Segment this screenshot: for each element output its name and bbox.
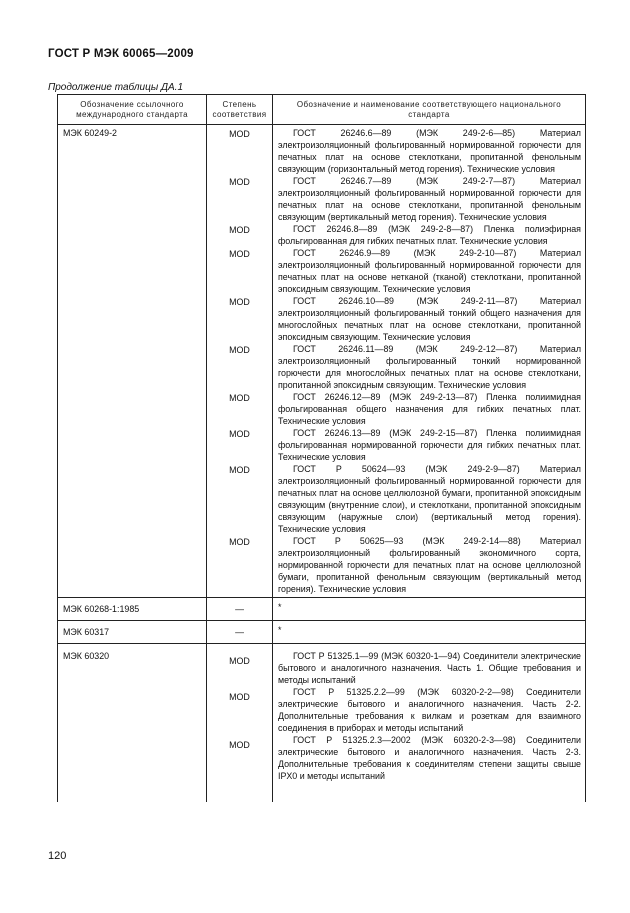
degree-cell — [207, 644, 273, 803]
degree-mark: MOD — [229, 224, 250, 235]
degree-mark: MOD — [229, 691, 250, 702]
degree-mark: MOD — [229, 428, 250, 439]
standard-entry: ГОСТ 26246.7—89 (МЭК 249-2-7—87) Материал электроизоляционный фольгированный нормированной горючести для печатных плат на основе стеклоткани, пропитанной фенольным связующим (вертикальный метод горения). Технические условия — [278, 176, 581, 222]
standard-entry: ГОСТ 26246.11—89 (МЭК 249-2-12—87) Материал электроизоляционный фольгированный тонкий нормированной горючести для многослойных печатных плат на основе стеклоткани, пропитанной эпоксидным связующим. Технические условия — [278, 344, 581, 390]
column-header-ref: Обозначение ссылочного международного стандарта — [58, 95, 207, 125]
table-caption: Продолжение таблицы ДА.1 — [48, 82, 184, 93]
degree-mark: MOD — [229, 296, 250, 307]
degree-mark: MOD — [229, 464, 250, 475]
degree-mark: MOD — [229, 344, 250, 355]
standard-entry: ГОСТ 26246.10—89 (МЭК 249-2-11—87) Материал электроизоляционный фольгированный тонкий общего назначения для многослойных печатных плат на основе стеклоткани, пропитанной эпоксидным связующим. Технические условия — [278, 296, 581, 342]
table-row — [58, 125, 586, 598]
standard-entry: ГОСТ Р 50624—93 (МЭК 249-2-9—87) Материал электроизоляционный фольгированный нормированной горючести для печатных плат на основе целлюлозной бумаги, пропитанной эпоксидным связующим (внутренние слои), и стеклоткани, пропитанной эпоксидным связующим (наружные слои) (вертикальный метод горения). Технические условия — [278, 464, 581, 534]
standard-entry: ГОСТ Р 50625—93 (МЭК 249-2-14—88) Материал электроизоляционный фольгированный экономичного сорта, нормированной горючести для печатных плат на основе целлюлозной бумаги, пропитанной фенольным связующим (вертикальный метод горения). Технические условия — [278, 536, 581, 594]
degree-mark: MOD — [229, 536, 250, 547]
page-number: 120 — [48, 850, 67, 862]
standard-entry: ГОСТ Р 51325.2.3—2002 (МЭК 60320-2-3—98) Соединители электрические бытового и аналогичного назначения. Часть 2-3. Дополнительные требования к соединителям степени защиты свыше IPX0 и методы испытаний — [278, 735, 581, 781]
column-header-degree: Степень соответствия — [207, 95, 273, 125]
standard-entry: ГОСТ Р 51325.1—99 (МЭК 60320-1—94) Соединители электрические бытового и аналогичного назначения. Часть 1. Общие требования и методы испытаний — [278, 651, 581, 685]
national-standards-cell — [273, 644, 586, 803]
table-row — [58, 598, 586, 621]
table-header-row — [58, 95, 586, 125]
standard-entry: ГОСТ 26246.9—89 (МЭК 249-2-10—87) Материал электроизоляционный фольгированный нормированной горючести для печатных плат на основе нетканой (тканой) стеклоткани, пропитанной эпоксидным связующим. Технические условия — [278, 248, 581, 294]
degree-mark: MOD — [229, 248, 250, 259]
standard-entry: ГОСТ 26246.12—89 (МЭК 249-2-13—87) Пленка полиимидная фольгированная общего назначения для гибких печатных плат. Технические условия — [278, 392, 581, 426]
degree-mark: MOD — [229, 655, 250, 666]
degree-mark: MOD — [229, 176, 250, 187]
degree-cell — [207, 125, 273, 598]
ref-cell: МЭК 60249-2 — [58, 125, 207, 598]
ref-cell: МЭК 60268-1:1985 — [58, 598, 207, 621]
column-header-national: Обозначение и наименование соответствующего национального стандарта — [273, 95, 586, 125]
degree-mark: MOD — [229, 128, 250, 139]
correspondence-table — [57, 94, 586, 802]
standard-entry: ГОСТ 26246.6—89 (МЭК 249-2-6—85) Материал электроизоляционный фольгированный нормированной горючести для печатных плат на основе стеклоткани, пропитанной фенольным связующим (горизонтальный метод горения). Технические условия — [278, 128, 581, 174]
ref-cell: МЭК 60317 — [58, 621, 207, 644]
national-standards-cell — [273, 125, 586, 598]
ref-cell: МЭК 60320 — [58, 644, 207, 803]
standard-entry: ГОСТ Р 51325.2.2—99 (МЭК 60320-2-2—98) Соединители электрические бытового и аналогичного назначения. Часть 2-2. Дополнительные требования к вилкам и розеткам для взаимного соединения в приборах и методы испытаний — [278, 687, 581, 733]
degree-cell: — — [207, 621, 273, 644]
national-standards-cell: * — [273, 621, 586, 644]
table-row — [58, 621, 586, 644]
degree-cell: — — [207, 598, 273, 621]
standard-entry: ГОСТ 26246.8—89 (МЭК 249-2-8—87) Пленка полиэфирная фольгированная для гибких печатных плат. Технические условия — [278, 224, 581, 246]
degree-mark: MOD — [229, 392, 250, 403]
table-row — [58, 644, 586, 803]
standard-entry: ГОСТ 26246.13—89 (МЭК 249-2-15—87) Пленка полиимидная фольгированная нормированной горючести для гибких печатных плат. Технические условия — [278, 428, 581, 462]
document-header: ГОСТ Р МЭК 60065—2009 — [48, 48, 194, 60]
degree-mark: MOD — [229, 739, 250, 750]
national-standards-cell: * — [273, 598, 586, 621]
